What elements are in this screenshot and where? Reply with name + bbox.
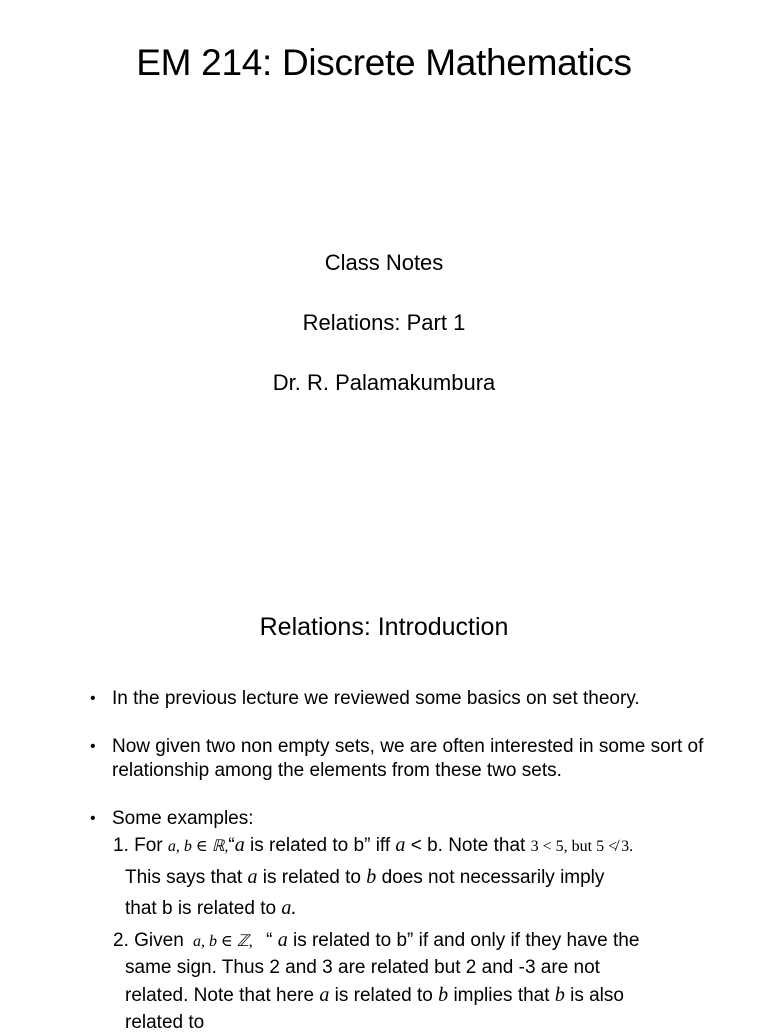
math-var: a xyxy=(319,984,330,1006)
example-2-line-4: related to xyxy=(125,1012,205,1033)
math-var: b xyxy=(554,984,565,1006)
math-var: a. xyxy=(281,897,297,919)
math-var: b xyxy=(366,866,377,888)
example-text: does not necessarily imply xyxy=(381,867,605,888)
example-text: < b. Note that xyxy=(410,835,526,856)
bullet-text: In the previous lecture we reviewed some basics on set theory. xyxy=(112,688,640,709)
example-2-line-2: same sign. Thus 2 and 3 are related but 2 and -3 are not xyxy=(125,957,600,978)
math-set: a, b ∈ ℝ, xyxy=(167,838,229,855)
example-text: is related to b” iff xyxy=(250,835,391,856)
example-number: 2. Given xyxy=(113,930,184,951)
example-text: is also xyxy=(570,985,624,1006)
bullet-item xyxy=(90,687,752,711)
example-2-line-1 xyxy=(113,929,639,952)
math-set: a, b ∈ ℤ, xyxy=(193,933,253,950)
section-heading: Relations: Introduction xyxy=(259,613,509,641)
example-1-line-3 xyxy=(125,897,296,920)
quote-mark: “ xyxy=(228,835,235,856)
bullet-item xyxy=(90,807,752,831)
document-title: EM 214: Discrete Mathematics xyxy=(136,42,632,83)
bullet-icon: • xyxy=(90,738,96,755)
subtitle-topic: Relations: Part 1 xyxy=(302,310,466,335)
quote-mark: “ xyxy=(266,930,273,951)
subtitle-class-notes: Class Notes xyxy=(324,250,444,275)
example-text: This says that xyxy=(125,867,243,888)
math-expression: 3 < 5, but 5 ≮ 3. xyxy=(530,838,634,855)
example-text: is related to xyxy=(334,985,433,1006)
bullet-text: Some examples: xyxy=(112,808,254,829)
example-2-line-3 xyxy=(125,984,624,1007)
example-1-line-1 xyxy=(113,834,633,857)
math-var: a xyxy=(234,834,245,856)
bullet-icon: • xyxy=(90,810,96,827)
math-var: a xyxy=(247,866,258,888)
example-1-line-2 xyxy=(125,866,604,889)
math-var: a xyxy=(395,834,406,856)
example-text: that b is related to xyxy=(125,898,277,919)
subtitle-author: Dr. R. Palamakumbura xyxy=(272,370,496,395)
example-text: is related to xyxy=(262,867,362,888)
math-var: b xyxy=(438,984,449,1006)
bullet-item xyxy=(90,735,752,783)
bullet-icon: • xyxy=(90,690,96,707)
example-text: implies that xyxy=(453,985,550,1006)
example-number: 1. For xyxy=(113,835,163,856)
bullet-text: Now given two non empty sets, we are often interested in some sort of relationship among the elements from these two sets. xyxy=(112,736,704,781)
example-text: is related to b” if and only if they have the xyxy=(292,930,640,951)
math-var: a xyxy=(277,929,288,951)
example-text: related. Note that here xyxy=(125,985,315,1006)
